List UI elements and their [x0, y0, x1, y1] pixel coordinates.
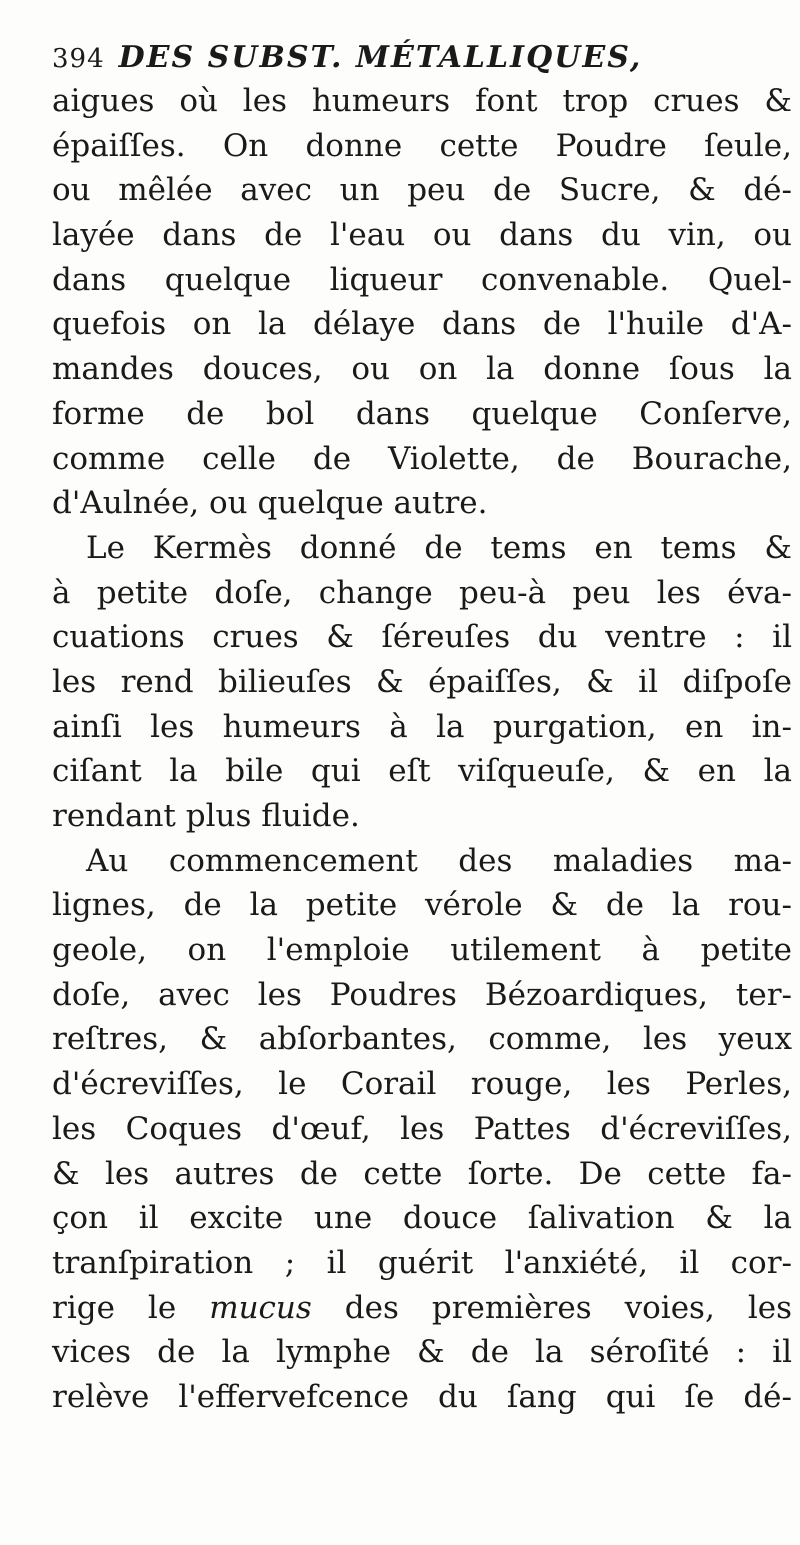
text-line: dans quelque liqueur convenable. Quel- — [52, 261, 792, 298]
text-line: forme de bol dans quelque Conſerve, — [52, 395, 792, 432]
text-line: les Coques d'œuf, les Pattes d'écreviſſes, — [52, 1110, 792, 1147]
text-line-with-italic — [52, 1286, 792, 1331]
paragraph-start-line: Au commencement des maladies ma- — [86, 842, 792, 879]
text-line: relève l'effervefcence du ſang qui ſe dé- — [52, 1378, 792, 1415]
text-line: cuations crues & ſéreuſes du ventre : il — [52, 619, 792, 656]
text-line: aigues où les humeurs font trop crues & — [52, 83, 792, 119]
text-line: d'écreviſſes, le Corail rouge, les Perles, — [52, 1066, 792, 1103]
text-line: tranſpiration ; il guérit l'anxiété, il cor- — [52, 1244, 792, 1281]
text-line: çon il excite une douce ſalivation & la — [52, 1200, 792, 1237]
text-line: épaiſſes. On donne cette Poudre ſeule, — [52, 127, 792, 164]
text-line: à petite doſe, change peu-à peu les éva- — [52, 574, 792, 611]
text-line: & les autres de cette ſorte. De cette fa- — [52, 1155, 792, 1192]
text-line: doſe, avec les Poudres Bézoardiques, ter- — [52, 976, 792, 1013]
text-line: layée dans de l'eau ou dans du vin, ou — [52, 217, 792, 254]
text-line: reſtres, & abſorbantes, comme, les yeux — [52, 1021, 792, 1058]
text-segment: rige le — [52, 1289, 210, 1326]
running-title: DES SUBST. MÉTALLIQUES, — [118, 40, 643, 75]
text-line: geole, on l'emploie utilement à petite — [52, 932, 792, 969]
text-line: ciſant la bile qui eſt viſqueuſe, & en la — [52, 753, 792, 790]
paragraph-end-line: d'Aulnée, ou quelque autre. — [52, 485, 488, 522]
running-head — [52, 36, 792, 79]
text-line: ou mêlée avec un peu de Sucre, & dé- — [52, 172, 792, 209]
text-line: lignes, de la petite vérole & de la rou- — [52, 887, 792, 924]
paragraph-end-line: rendant plus fluide. — [52, 798, 360, 834]
text-line: quefois on la délaye dans de l'huile d'A- — [52, 306, 792, 343]
text-line: vices de la lymphe & de la séroſité : il — [52, 1334, 792, 1371]
italic-term-mucus: mucus — [209, 1289, 312, 1326]
paragraph-start-line: Le Kermès donné de tems en tems & — [86, 529, 792, 566]
text-line: ainſi les humeurs à la purgation, en in- — [52, 708, 792, 745]
page-number: 394 — [52, 44, 105, 74]
text-line: mandes douces, ou on la donne ſous la — [52, 351, 792, 388]
body-text — [52, 79, 792, 1420]
text-line: comme celle de Violette, de Bourache, — [52, 440, 792, 477]
text-segment: des premières voies, les — [311, 1289, 792, 1326]
text-line: les rend bilieuſes & épaiſſes, & il diſpoſe — [52, 663, 792, 700]
